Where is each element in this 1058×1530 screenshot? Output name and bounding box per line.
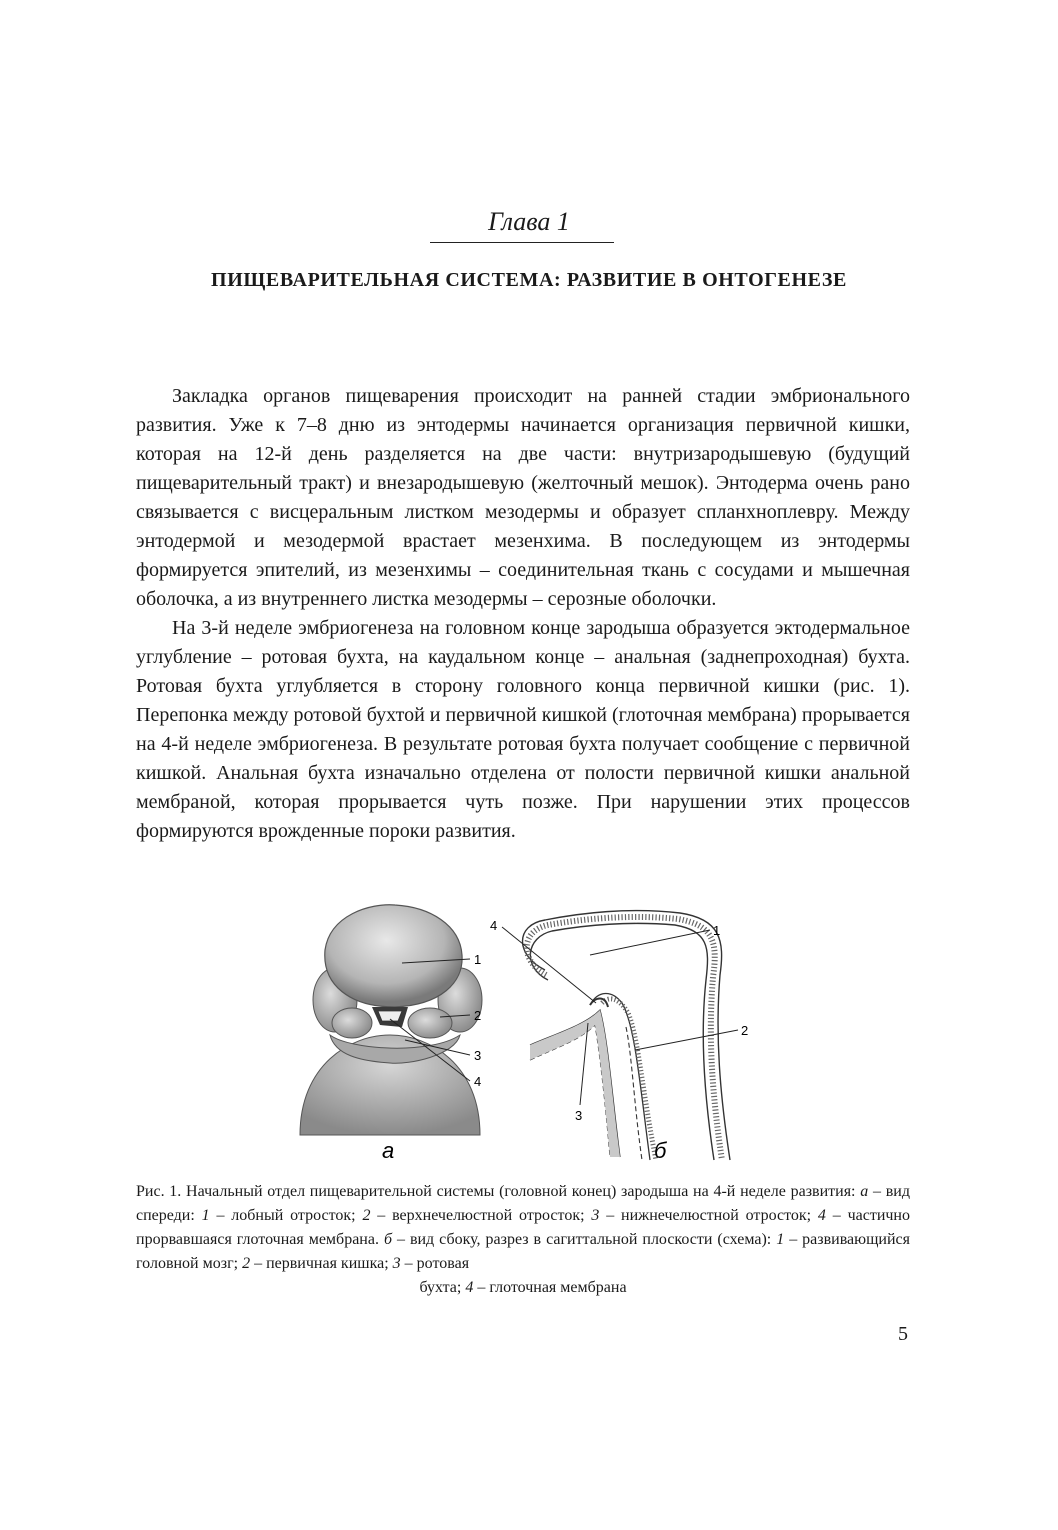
paragraph-2: На 3-й неделе эмбриогенеза на головном конце зародыша образуется эктодермальное углубление – ротовая бухта, на каудальном конце – анальная (заднепроходная) бухта. Ротовая бухта углубляется в сторону головного конца первичной кишки (рис. 1). Перепонка между ротовой бухтой и первичной кишкой (глоточная мембрана) прорывается на 4-й неделе эмбриогенеза. В результате ротовая бухта получает сообщение с первичной кишкой. Анальная бухта изначально отделена от полости первичной кишки анальной мембраной, которая прорывается чуть позже. При нарушении этих процессов формируются врожденные пороки развития. <box>136 617 910 842</box>
caption-a3-num: 3 <box>591 1207 600 1224</box>
caption-b4-num: 4 <box>465 1279 474 1296</box>
caption-b4-text: – глоточная мембрана <box>473 1279 627 1296</box>
panel-a-label-2: 2 <box>474 1008 482 1023</box>
body-text <box>136 382 910 846</box>
maxillary-process-right <box>408 1008 452 1038</box>
caption-a2-text: – верхнечелюстной отросток; <box>370 1207 592 1224</box>
caption-b1-num: 1 <box>776 1231 785 1248</box>
caption-b2-text: – первичная кишка; <box>250 1255 393 1272</box>
figure-illustration <box>290 895 790 1170</box>
caption-b3-text: – ротовая <box>400 1255 470 1272</box>
leader-b4 <box>502 927 596 1003</box>
caption-a3-text: – нижнечелюстной отросток; <box>599 1207 818 1224</box>
caption-b-view: – вид сбоку, разрез в сагиттальной плоскости (схема): <box>392 1231 777 1248</box>
caption-prefix: Рис. 1. Начальный отдел пищеварительной системы (головной конец) зародыша на 4-й неделе развития: <box>136 1183 861 1200</box>
stomodeum-fill <box>530 1010 620 1157</box>
panel-a-label-1: 1 <box>474 952 482 967</box>
caption-last-start: бухта; <box>419 1279 466 1296</box>
panel-b-label-1: 1 <box>713 923 721 938</box>
panel-b-letter: б <box>654 1138 667 1163</box>
panel-b-label-3: 3 <box>575 1108 583 1123</box>
caption-last-line <box>136 1276 910 1300</box>
caption-a4-text: – частично прорвавшаяся глоточная мембрана. <box>136 1207 910 1248</box>
maxillary-process-left <box>332 1008 372 1038</box>
figure-caption <box>136 1180 910 1300</box>
figure-1 <box>290 895 790 1170</box>
caption-b3-num: 3 <box>392 1255 401 1272</box>
panel-b-label-2: 2 <box>741 1023 749 1038</box>
foregut-wall <box>626 1027 642 1160</box>
panel-a-letter: а <box>382 1138 395 1163</box>
chapter-label: Глава 1 <box>488 207 570 236</box>
frontal-process <box>325 905 462 1007</box>
leader-b2 <box>635 1030 738 1050</box>
caption-a1-text: – лобный отросток; <box>209 1207 363 1224</box>
panel-a-label-4: 4 <box>474 1074 482 1089</box>
caption-a-letter: а <box>860 1183 869 1200</box>
caption-b2-num: 2 <box>242 1255 251 1272</box>
leader-b1 <box>590 930 710 955</box>
panel-a-drawing <box>300 905 482 1135</box>
panel-a-label-3: 3 <box>474 1048 482 1063</box>
paragraph-1: Закладка органов пищеварения происходит на ранней стадии эмбрионального развития. Уже к 7–8 дню из энтодермы начинается организация первичной кишки, которая на 12-й день разделяется на две части: внутризародышевую (будущий пищеварительный тракт) и внезародышевую (желточный мешок). Энтодерма очень рано связывается с висцеральным листком мезодермы и образует спланхноплевру. Между энтодермой и мезодермой врастает мезенхима. В последующем из энтодермы формируется эпителий, из мезенхимы – соединительная ткань с сосудами и мышечная оболочка, а из внутреннего листка мезодермы – серозные оболочки. <box>136 385 910 610</box>
chapter-title: ПИЩЕВАРИТЕЛЬНАЯ СИСТЕМА: РАЗВИТИЕ В ОНТОГЕНЕЗЕ <box>211 269 847 291</box>
page-number: 5 <box>898 1323 908 1345</box>
caption-a4-num: 4 <box>817 1207 826 1224</box>
caption-a1-num: 1 <box>201 1207 210 1224</box>
panel-b-drawing <box>502 911 738 1160</box>
caption-a2-num: 2 <box>362 1207 371 1224</box>
caption-a-view: – вид спереди: <box>136 1183 910 1224</box>
caption-b-letter: б <box>383 1231 392 1248</box>
panel-b-label-4: 4 <box>490 918 498 933</box>
caption-b1-text: – развивающийся головной мозг; <box>136 1231 911 1272</box>
chapter-rule <box>430 242 614 243</box>
